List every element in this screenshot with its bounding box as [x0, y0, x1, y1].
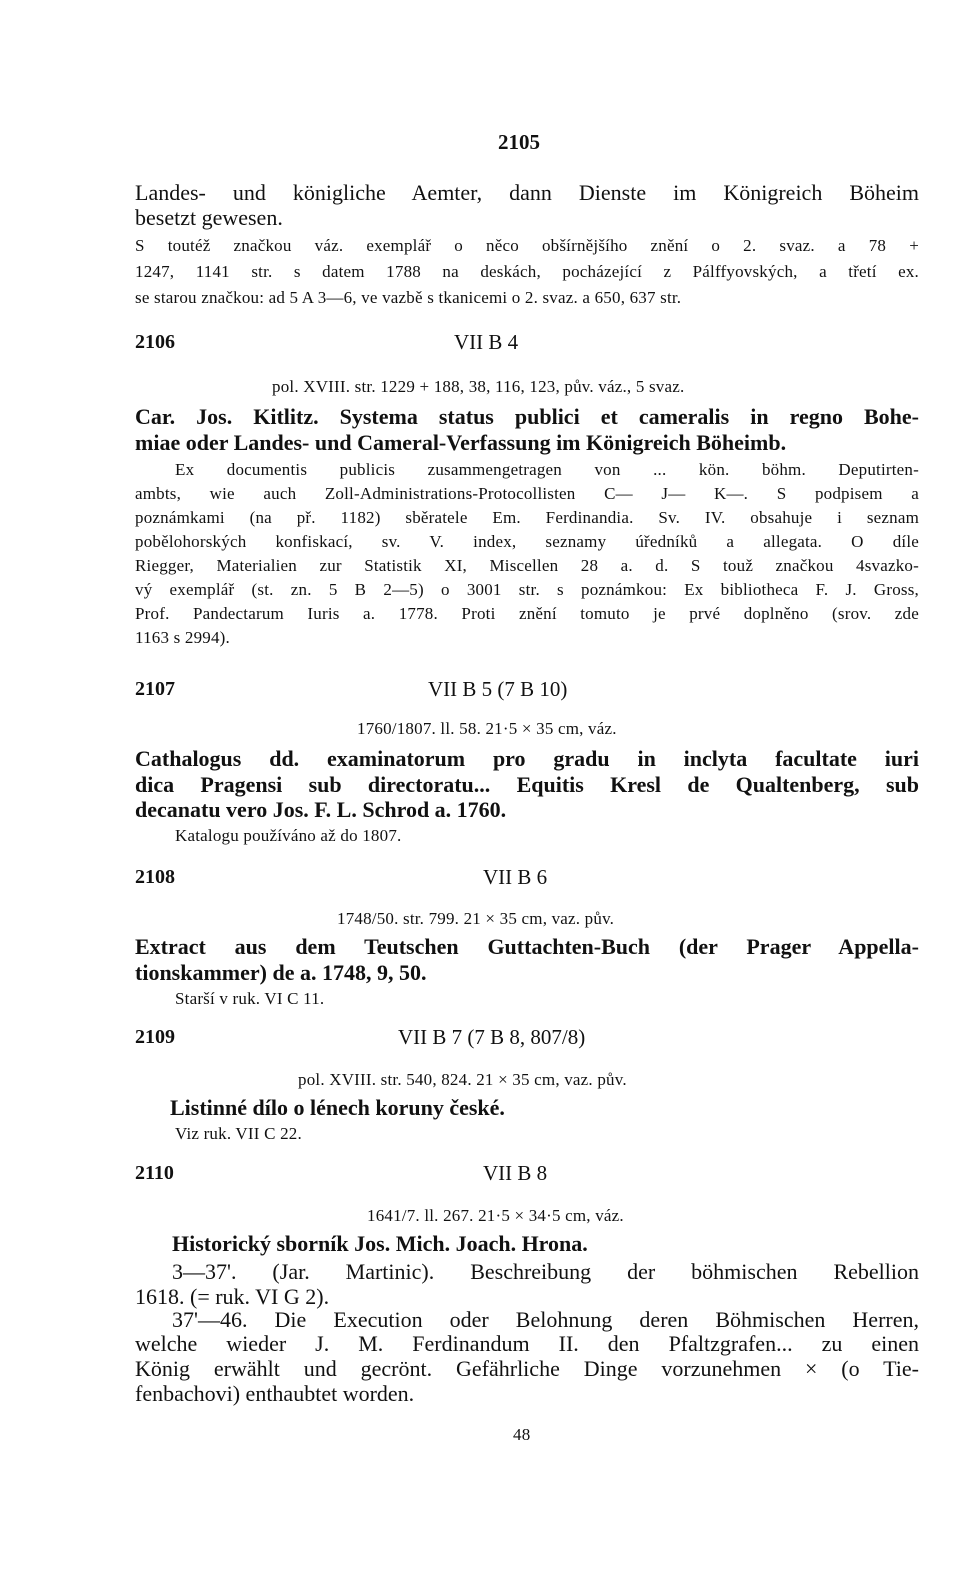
entry-note-line: poznámkami (na př. 1182) sběratele Em. Ferdinandia. Sv. IV. obsahuje i seznam	[135, 508, 919, 527]
entry-meta: pol. XVIII. str. 1229 + 188, 38, 116, 123, pův. váz., 5 svaz.	[272, 377, 685, 396]
entry-signature: VII B 7 (7 B 8, 807/8)	[398, 1025, 586, 1049]
entry-number: 2110	[135, 1162, 174, 1184]
entry-signature: VII B 6	[483, 865, 548, 889]
entry-signature: VII B 8	[483, 1161, 548, 1185]
entry-2105-line: besetzt gewesen.	[135, 205, 283, 230]
entry-title-line: dica Pragensi sub directoratu... Equitis Kresl de Qualtenberg, sub	[135, 772, 919, 797]
entry-signature: VII B 5 (7 B 10)	[428, 677, 568, 701]
entry-2105-line: Landes- und königliche Aemter, dann Dienste im Königreich Böheim	[135, 180, 919, 205]
entry-content-line: welche wieder J. M. Ferdinandum II. den Pfaltzgrafen... zu einen	[135, 1331, 919, 1356]
entry-meta: 1641/7. ll. 267. 21·5 × 34·5 cm, váz.	[367, 1206, 624, 1225]
entry-note: Starší v ruk. VI C 11.	[175, 989, 325, 1008]
entry-note-line: Prof. Pandectarum Iuris a. 1778. Proti znění tomuto je prvé doplněno (srov. zde	[135, 604, 919, 623]
entry-number: 2107	[135, 678, 175, 700]
entry-number: 2108	[135, 866, 175, 888]
entry-note-line: Riegger, Materialien zur Statistik XI, Miscellen 28 a. d. S touž značkou 4svazko-	[135, 556, 919, 575]
entry-content-line: König erwählt und gecrönt. Gefährliche Dinge vorzunehmen × (o Tie-	[135, 1356, 919, 1381]
entry-title: Listinné dílo o lénech koruny české.	[170, 1095, 505, 1120]
entry-2105-line: S toutéž značkou váz. exemplář o něco obšírnějšího znění o 2. svaz. a 78 +	[135, 236, 919, 255]
entry-note: Viz ruk. VII C 22.	[175, 1124, 302, 1143]
entry-title-line: Car. Jos. Kitlitz. Systema status publici et cameralis in regno Bohe-	[135, 404, 919, 429]
entry-number: 2106	[135, 331, 175, 353]
entry-title-line: miae oder Landes- und Cameral-Verfassung im Königreich Böheimb.	[135, 430, 787, 455]
entry-content-line: 3—37'. (Jar. Martinic). Beschreibung der böhmischen Rebellion	[172, 1259, 919, 1284]
entry-title-line: Extract aus dem Teutschen Guttachten-Buch (der Prager Appella-	[135, 934, 919, 959]
entry-2105-line: 1247, 1141 str. s datem 1788 na deskách, pocházející z Pálffyovských, a třetí ex.	[135, 262, 919, 281]
entry-note-line: Ex documentis publicis zusammengetragen von ... kön. böhm. Deputirten-	[175, 460, 919, 479]
entry-meta: 1748/50. str. 799. 21 × 35 cm, vaz. pův.	[337, 909, 615, 928]
entry-content-line: 1618. (= ruk. VI G 2).	[135, 1284, 330, 1309]
page-footer-number: 48	[513, 1425, 531, 1444]
entry-meta: pol. XVIII. str. 540, 824. 21 × 35 cm, vaz. pův.	[298, 1070, 627, 1089]
entry-note-line: pobělohorských konfiskací, sv. V. index, seznamy úředníků a allegata. O díle	[135, 532, 919, 551]
page-header-number: 2105	[498, 130, 540, 154]
entry-title-line: tionskammer) de a. 1748, 9, 50.	[135, 960, 427, 985]
entry-content-line: 37'—46. Die Execution oder Belohnung deren Böhmischen Herren,	[172, 1307, 919, 1332]
entry-title-line: decanatu vero Jos. F. L. Schrod a. 1760.	[135, 797, 507, 822]
entry-content-line: fenbachovi) enthaubtet worden.	[135, 1381, 415, 1406]
entry-meta: 1760/1807. ll. 58. 21·5 × 35 cm, váz.	[357, 719, 617, 738]
entry-title-line: Cathalogus dd. examinatorum pro gradu in inclyta facultate iuri	[135, 746, 919, 771]
entry-signature: VII B 4	[454, 330, 519, 354]
entry-note-line: ambts, wie auch Zoll-Administrations-Protocollisten C— J— K—. S podpisem a	[135, 484, 919, 503]
entry-note-line: 1163 s 2994).	[135, 628, 230, 647]
entry-note-line: vý exemplář (st. zn. 5 B 2—5) o 3001 str. s poznámkou: Ex bibliotheca F. J. Gross,	[135, 580, 919, 599]
entry-title: Historický sborník Jos. Mich. Joach. Hrona.	[172, 1231, 588, 1256]
entry-note: Katalogu používáno až do 1807.	[175, 826, 402, 845]
entry-2105-line: se starou značkou: ad 5 A 3—6, ve vazbě s tkanicemi o 2. svaz. a 650, 637 str.	[135, 288, 682, 307]
entry-number: 2109	[135, 1026, 175, 1048]
